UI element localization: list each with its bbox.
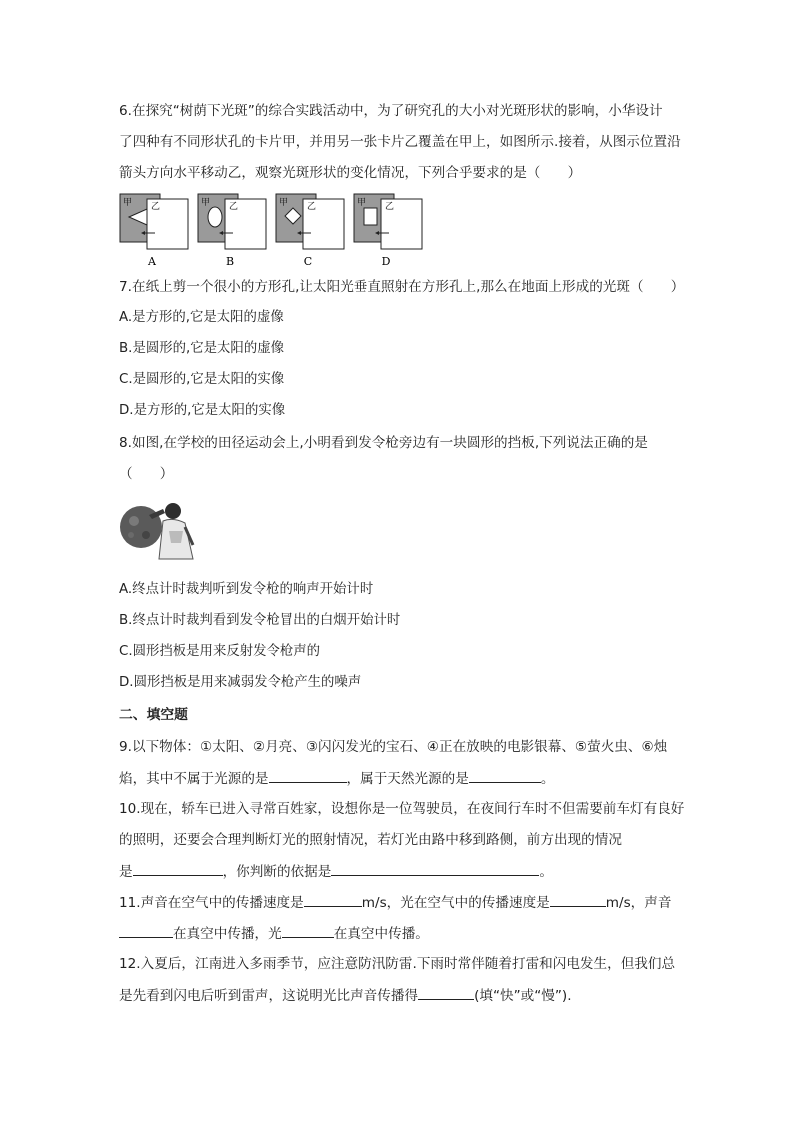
q10-line-3 [119, 861, 553, 882]
q7-option-b: B.是圆形的,它是太阳的虚像 [119, 341, 284, 356]
q11-line-1 [119, 892, 671, 913]
person-head [165, 503, 181, 519]
q7-option-a: A.是方形的,它是太阳的虚像 [119, 310, 284, 325]
q6-line-1: 6.在探究“树荫下光斑”的综合实践活动中，为了研究孔的大小对光斑形状的影响，小华设计 [119, 103, 663, 119]
q9-text-c: 。 [540, 771, 555, 787]
q11-blank-2[interactable] [550, 892, 606, 907]
q11-blank-3[interactable] [119, 923, 173, 938]
q10-text-c: 。 [539, 864, 553, 880]
q8-option-c: C.圆形挡板是用来反射发令枪声的 [119, 644, 321, 659]
q9-text-a: 焰，其中不属于光源的是 [119, 771, 269, 787]
q8-option-b: B.终点计时裁判看到发令枪冒出的白烟开始计时 [119, 613, 401, 628]
q6-ellipse-hole [208, 207, 222, 227]
q6-line-2: 了四种有不同形状孔的卡片甲，并用另一张卡片乙覆盖在甲上，如图所示.接着，从图示位置沿 [119, 134, 681, 150]
q11-text-c: m/s，声音 [605, 895, 672, 911]
q6-c-yi-label: 乙 [307, 202, 317, 212]
q9-line-1: 9.以下物体：①太阳、②月亮、③闪闪发光的宝石、④正在放映的电影银幕、⑤萤火虫、⑥烛 [119, 739, 668, 755]
q6-figure-b [198, 194, 266, 268]
q6-label-c: C [303, 255, 313, 268]
q6-figure-d [354, 194, 422, 268]
q9-blank-2[interactable] [469, 768, 541, 783]
q6-card-figure [119, 191, 429, 273]
q10-blank-2[interactable] [331, 861, 539, 876]
q10-line-2: 的照明，还要会合理判断灯光的照射情况，若灯光由路中移到路侧，前方出现的情况 [119, 832, 622, 848]
q6-label-b: B [225, 255, 235, 268]
q6-figure-a [120, 194, 188, 268]
q11-text-d: 在真空中传播，光 [173, 926, 282, 942]
q8-line-2: （ ） [119, 466, 174, 482]
q9-line-2 [119, 768, 554, 789]
section-title-fill-in: 二、填空题 [119, 707, 188, 723]
q10-text-b: ，你判断的依据是 [222, 864, 332, 880]
q7-option-c: C.是圆形的,它是太阳的实像 [119, 372, 285, 387]
q7-option-d: D.是方形的,它是太阳的实像 [119, 403, 286, 418]
q9-blank-1[interactable] [269, 768, 347, 783]
q6-b-yi-label: 乙 [229, 202, 239, 212]
q11-blank-4[interactable] [282, 923, 334, 938]
q12-blank-1[interactable] [418, 985, 474, 1000]
q10-text-a: 是 [119, 864, 133, 880]
q6-a-jia-label: 甲 [123, 198, 133, 208]
q10-line-1: 10.现在，轿车已进入寻常百姓家，设想你是一位驾驶员，在夜间行车时不但需要前车灯有良好 [119, 801, 685, 817]
q11-text-b: m/s，光在空气中的传播速度是 [361, 895, 550, 911]
q6-b-jia-label: 甲 [201, 198, 211, 208]
q8-option-a: A.终点计时裁判听到发令枪的响声开始计时 [119, 582, 374, 597]
q9-text-b: ，属于天然光源的是 [346, 771, 469, 787]
q12-text-b: (填“快”或“慢”). [474, 988, 572, 1004]
q6-label-a: A [148, 255, 156, 268]
q10-blank-1[interactable] [133, 861, 223, 876]
q6-rectangle-hole [364, 208, 377, 225]
q11-line-2 [119, 923, 429, 944]
q12-text-a: 是先看到闪电后听到雷声，这说明光比声音传播得 [119, 988, 419, 1004]
q6-figure-c [276, 194, 344, 268]
q6-d-jia-label: 甲 [357, 198, 367, 208]
q11-text-e: 在真空中传播。 [333, 926, 429, 942]
q8-starting-pistol-photo [119, 497, 199, 563]
q6-d-yi-label: 乙 [385, 202, 395, 212]
q6-c-jia-label: 甲 [279, 198, 289, 208]
q6-a-yi-label: 乙 [151, 202, 161, 212]
q11-blank-1[interactable] [304, 892, 362, 907]
q12-line-2 [119, 985, 572, 1006]
q6-line-3: 箭头方向水平移动乙，观察光斑形状的变化情况，下列合乎要求的是（ ） [119, 165, 582, 181]
q6-label-d: D [381, 255, 391, 268]
q8-option-d: D.圆形挡板是用来减弱发令枪产生的噪声 [119, 675, 362, 690]
q7-stem: 7.在纸上剪一个很小的方形孔,让太阳光垂直照射在方形孔上,那么在地面上形成的光斑（ ） [119, 279, 685, 295]
q8-line-1: 8.如图,在学校的田径运动会上,小明看到发令枪旁边有一块圆形的挡板,下列说法正确的是 [119, 435, 648, 451]
q12-line-1: 12.入夏后，江南进入多雨季节，应注意防汛防雷.下雨时常伴随着打雷和闪电发生，但我们总 [119, 956, 676, 972]
q11-text-a: 11.声音在空气中的传播速度是 [119, 895, 304, 911]
